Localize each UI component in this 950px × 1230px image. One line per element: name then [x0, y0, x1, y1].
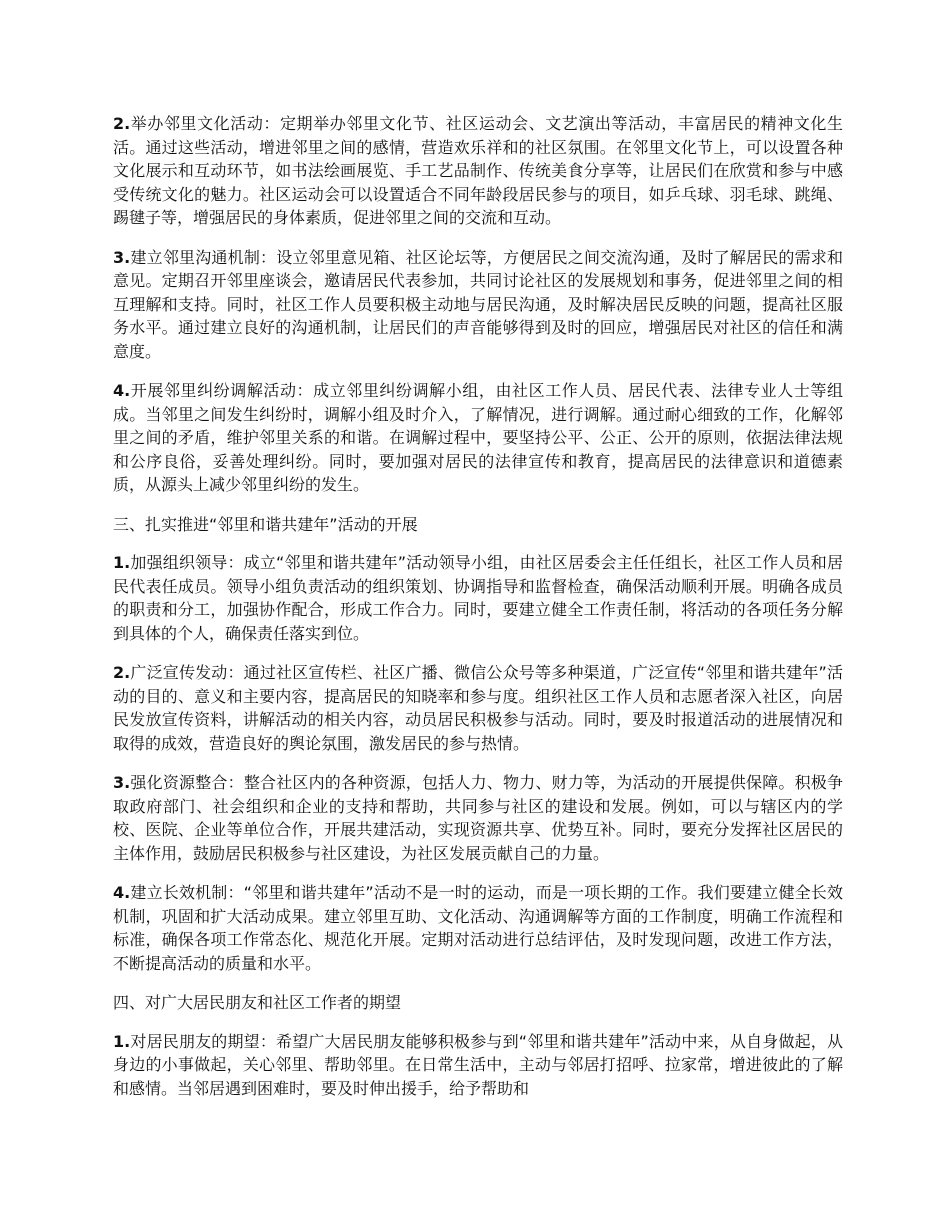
paragraph-text: 建立长效机制：“邻里和谐共建年”活动不是一时的运动，而是一项长期的工作。我们要建立健全长效机制，巩固和扩大活动成果。建立邻里互助、文化活动、沟通调解等方面的工作制度，明确工作流程和标准，确保各项工作常态化、规范化开展。定期对活动进行总结评估，及时发现问题，改进工作方法，不断提高活动的质量和水平。	[113, 883, 843, 973]
item-number: 1.	[113, 1031, 131, 1051]
paragraph-item-3-communication	[113, 246, 843, 364]
paragraph-text: 对居民朋友的期望：希望广大居民朋友能够积极参与到“邻里和谐共建年”活动中来，从自身做起，从身边的小事做起，关心邻里、帮助邻里。在日常生活中，主动与邻居打招呼、拉家常，增进彼此的了解和感情。当邻居遇到困难时，要及时伸出援手，给予帮助和	[113, 1031, 843, 1098]
paragraph-text: 强化资源整合：整合社区内的各种资源，包括人力、物力、财力等，为活动的开展提供保障。积极争取政府部门、社会组织和企业的支持和帮助，共同参与社区的建设和发展。例如，可以与辖区内的学校、医院、企业等单位合作，开展共建活动，实现资源共享、优势互补。同时，要充分发挥社区居民的主体作用，鼓励居民积极参与社区建设，为社区发展贡献自己的力量。	[113, 773, 843, 863]
paragraph-text: 举办邻里文化活动：定期举办邻里文化节、社区运动会、文艺演出等活动，丰富居民的精神文化生活。通过这些活动，增进邻里之间的感情，营造欢乐祥和的社区氛围。在邻里文化节上，可以设置各种文化展示和互动环节，如书法绘画展览、手工艺品制作、传统美食分享等，让居民们在欣赏和参与中感受传统文化的魅力。社区运动会可以设置适合不同年龄段居民参与的项目，如乒乓球、羽毛球、跳绳、踢毽子等，增强居民的身体素质，促进邻里之间的交流和互动。	[113, 114, 843, 227]
document-page	[113, 112, 843, 1116]
paragraph-item-3-resources	[113, 771, 843, 865]
paragraph-item-4-mechanism	[113, 881, 843, 975]
paragraph-text: 开展邻里纠纷调解活动：成立邻里纠纷调解小组，由社区工作人员、居民代表、法律专业人士等组成。当邻里之间发生纠纷时，调解小组及时介入，了解情况，进行调解。通过耐心细致的工作，化解邻里之间的矛盾，维护邻里关系的和谐。在调解过程中，要坚持公平、公正、公开的原则，依据法律法规和公序良俗，妥善处理纠纷。同时，要加强对居民的法律宣传和教育，提高居民的法律意识和道德素质，从源头上减少邻里纠纷的发生。	[113, 381, 843, 494]
item-number: 2.	[113, 114, 131, 133]
item-number: 3.	[113, 773, 131, 792]
paragraph-item-2-publicity	[113, 661, 843, 755]
paragraph-item-2-culture	[113, 112, 843, 230]
item-number: 2.	[113, 663, 131, 682]
paragraph-item-1-leadership	[113, 551, 843, 645]
paragraph-item-1-residents	[113, 1030, 843, 1101]
paragraph-text: 加强组织领导：成立“邻里和谐共建年”活动领导小组，由社区居委会主任任组长，社区工作人员和居民代表任成员。领导小组负责活动的组织策划、协调指导和监督检查，确保活动顺利开展。明确各成员的职责和分工，加强协作配合，形成工作合力。同时，要建立健全工作责任制，将活动的各项任务分解到具体的个人，确保责任落实到位。	[113, 553, 843, 643]
paragraph-item-4-mediation	[113, 379, 843, 497]
paragraph-text: 建立邻里沟通机制：设立邻里意见箱、社区论坛等，方便居民之间交流沟通，及时了解居民的需求和意见。定期召开邻里座谈会，邀请居民代表参加，共同讨论社区的发展规划和事务，促进邻里之间的相互理解和支持。同时，社区工作人员要积极主动地与居民沟通，及时解决居民反映的问题，提高社区服务水平。通过建立良好的沟通机制，让居民们的声音能够得到及时的回应，增强居民对社区的信任和满意度。	[113, 247, 843, 361]
section-heading-3: 三、扎实推进“邻里和谐共建年”活动的开展	[113, 514, 418, 534]
item-number: 4.	[113, 883, 131, 902]
item-number: 3.	[113, 247, 131, 267]
item-number: 1.	[113, 553, 131, 572]
item-number: 4.	[113, 381, 131, 400]
section-heading-4: 四、对广大居民朋友和社区工作者的期望	[113, 993, 402, 1012]
paragraph-text: 广泛宣传发动：通过社区宣传栏、社区广播、微信公众号等多种渠道，广泛宣传“邻里和谐共建年”活动的目的、意义和主要内容，提高居民的知晓率和参与度。组织社区工作人员和志愿者深入社区，向居民发放宣传资料，讲解活动的相关内容，动员居民积极参与活动。同时，要及时报道活动的进展情况和取得的成效，营造良好的舆论氛围，激发居民的参与热情。	[113, 663, 843, 753]
